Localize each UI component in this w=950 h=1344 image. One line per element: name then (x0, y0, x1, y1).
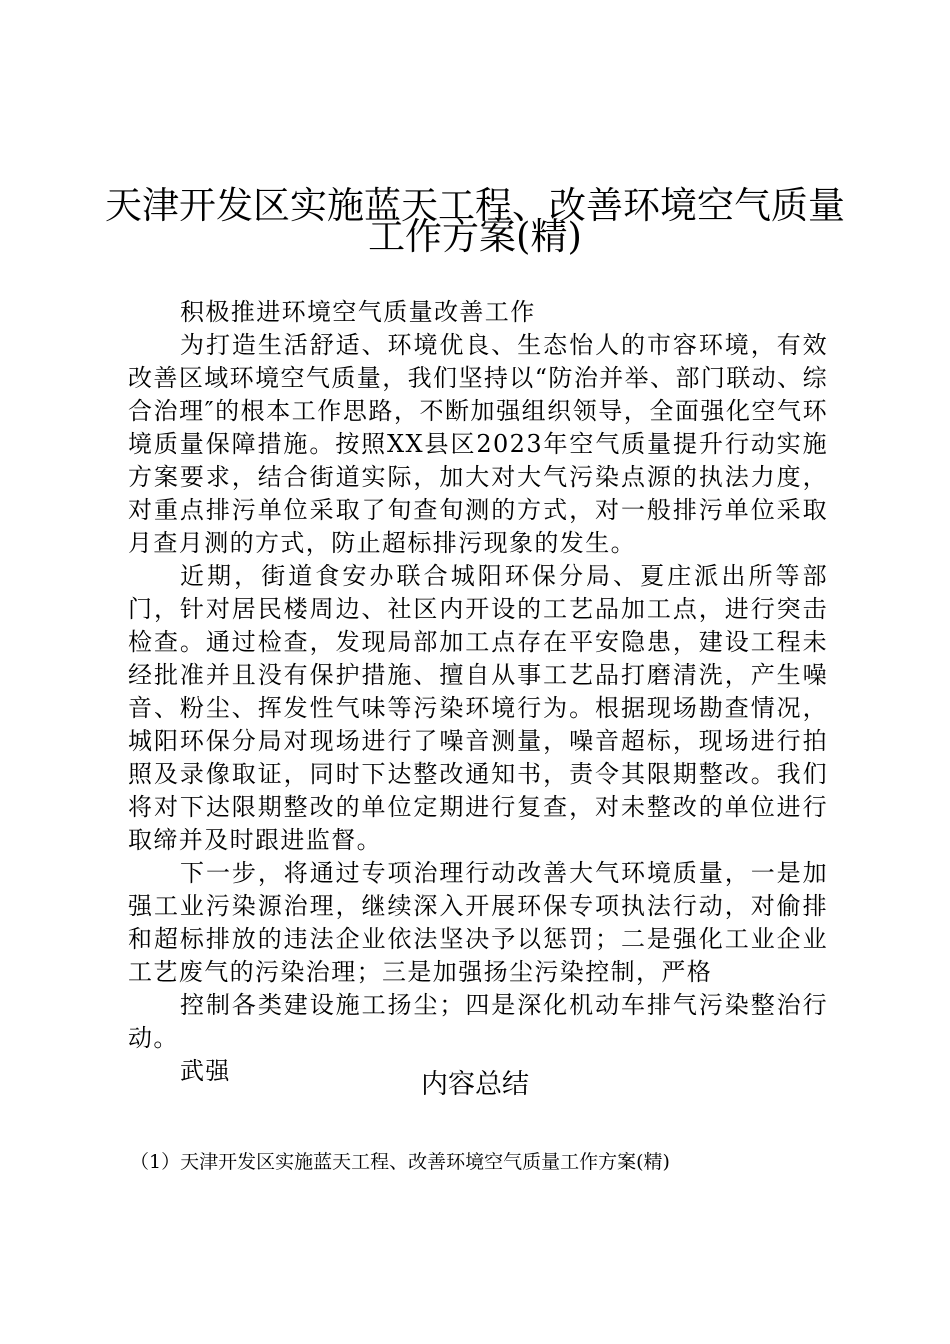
paragraph-subtitle: 积极推进环境空气质量改善工作 (180, 298, 536, 326)
document-title-line-2: 工作方案(精) (368, 215, 582, 258)
summary-item: （1）天津开发区实施蓝天工程、改善环境空气质量工作方案(精) (130, 1151, 670, 1173)
paragraph-1: 为打造生活舒适、环境优良、生态怡人的市容环境，有效改善区域环境空气质量，我们坚持以“防治并举、部门联动、综合治理″的根本工作思路，不断加强组织领导，全面强化空气环境质量保障措施。按照XX县区2023年空气质量提升行动实施方案要求，结合街道实际，加大对大气污染点源的执法力度，对重点排污单位采取了旬查旬测的方式，对一般排污单位采取月查月测的方式，防止超标排污现象的发生。 (128, 331, 828, 557)
document-body (128, 296, 828, 1088)
document-title-line-1: 天津开发区实施蓝天工程、改善环境空气质量 (105, 184, 845, 227)
summary-heading: 内容总结 (421, 1069, 529, 1100)
paragraph-4: 控制各类建设施工扬尘；四是深化机动车排气污染整治行动。 (128, 991, 828, 1052)
paragraph-3: 下一步，将通过专项治理行动改善大气环境质量，一是加强工业污染源治理，继续深入开展环保专项执法行动，对偷排和超标排放的违法企业依法坚决予以惩罚；二是强化工业企业工艺废气的污染治理；三是加强扬尘污染控制，严格 (128, 859, 828, 986)
paragraph-2: 近期，街道食安办联合城阳环保分局、夏庄派出所等部门，针对居民楼周边、社区内开设的工艺品加工点，进行突击检查。通过检查，发现局部加工点存在平安隐患，建设工程未经批准并且没有保护措施、擅自从事工艺品打磨清洗，产生噪音、粉尘、挥发性气味等污染环境行为。根据现场勘查情况，城阳环保分局对现场进行了噪音测量，噪音超标，现场进行拍照及录像取证，同时下达整改通知书，责令其限期整改。我们将对下达限期整改的单位定期进行复查，对未整改的单位进行取缔并及时跟进监督。 (128, 562, 828, 854)
author-line: 武强 (180, 1057, 231, 1085)
